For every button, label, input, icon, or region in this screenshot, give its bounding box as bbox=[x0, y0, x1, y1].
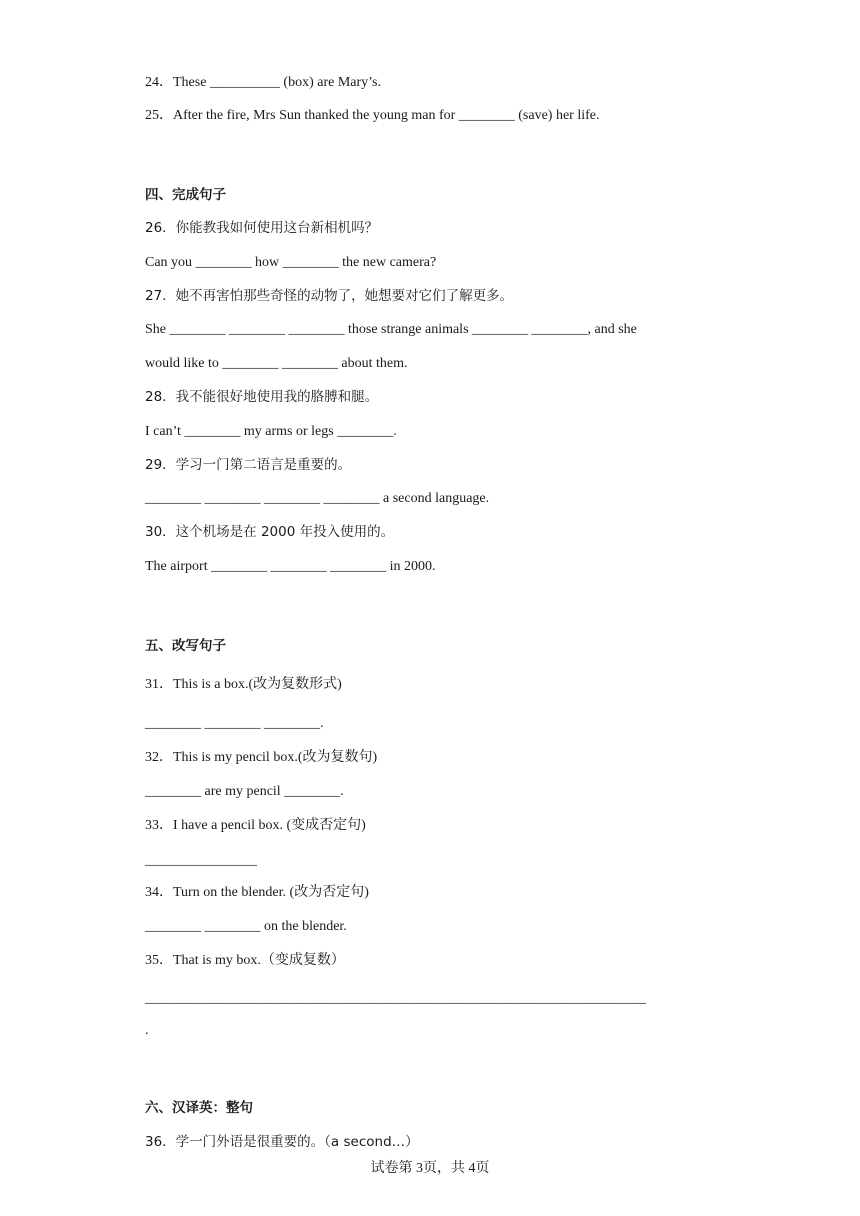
question-30-prompt: 30．这个机场是在 2000 年投入使用的。 bbox=[145, 524, 395, 540]
question-27-prompt: 27．她不再害怕那些奇怪的动物了，她想要对它们了解更多。 bbox=[145, 288, 514, 304]
question-34-prompt: 34．Turn on the blender. (改为否定句) bbox=[145, 885, 369, 900]
question-28-answer-line: I can’t ________ my arms or legs ________. bbox=[145, 424, 397, 439]
question-35-prompt: 35．That is my box.（变成复数） bbox=[145, 953, 345, 968]
question-27-answer-line-2: would like to ________ ________ about them. bbox=[145, 356, 408, 371]
question-36-prompt: 36．学一门外语是很重要的。（a second…） bbox=[145, 1134, 419, 1150]
question-33-prompt: 33．I have a pencil box. (变成否定句) bbox=[145, 818, 366, 833]
question-30-answer-line: The airport ________ ________ ________ in 2000. bbox=[145, 559, 436, 574]
question-26-answer-line: Can you ________ how ________ the new camera? bbox=[145, 255, 437, 270]
question-34-answer-line: ________ ________ on the blender. bbox=[145, 919, 347, 934]
question-24: 24．These __________ (box) are Mary’s. bbox=[145, 75, 382, 90]
question-27-answer-line-1: She ________ ________ ________ those strange animals ________ ________, and she bbox=[145, 322, 637, 337]
question-32-answer-line: ________ are my pencil ________. bbox=[145, 784, 344, 799]
question-31-answer-line: ________ ________ ________. bbox=[145, 716, 324, 731]
question-28-prompt: 28．我不能很好地使用我的胳膊和腿。 bbox=[145, 389, 379, 405]
question-35-answer-end: . bbox=[145, 1023, 149, 1038]
question-31-prompt: 31．This is a box.(改为复数形式) bbox=[145, 677, 342, 692]
section-heading-5: 五、改写句子 bbox=[145, 638, 226, 654]
section-heading-4: 四、完成句子 bbox=[145, 187, 226, 203]
question-26-prompt: 26．你能教我如何使用这台新相机吗？ bbox=[145, 220, 379, 236]
question-32-prompt: 32．This is my pencil box.(改为复数句) bbox=[145, 750, 378, 765]
section-heading-6: 六、汉译英：整句 bbox=[145, 1100, 253, 1116]
question-35-answer-line: ____________________________________________________________________________ bbox=[145, 990, 647, 1005]
question-33-answer-line: ________________ bbox=[145, 853, 257, 868]
question-25: 25．After the fire, Mrs Sun thanked the young man for ________ (save) her life. bbox=[145, 108, 600, 123]
question-29-answer-line: ________ ________ ________ ________ a second language. bbox=[145, 491, 490, 506]
page-footer: 试卷第 3页，共 4页 bbox=[370, 1161, 490, 1176]
question-29-prompt: 29．学习一门第二语言是重要的。 bbox=[145, 457, 352, 473]
